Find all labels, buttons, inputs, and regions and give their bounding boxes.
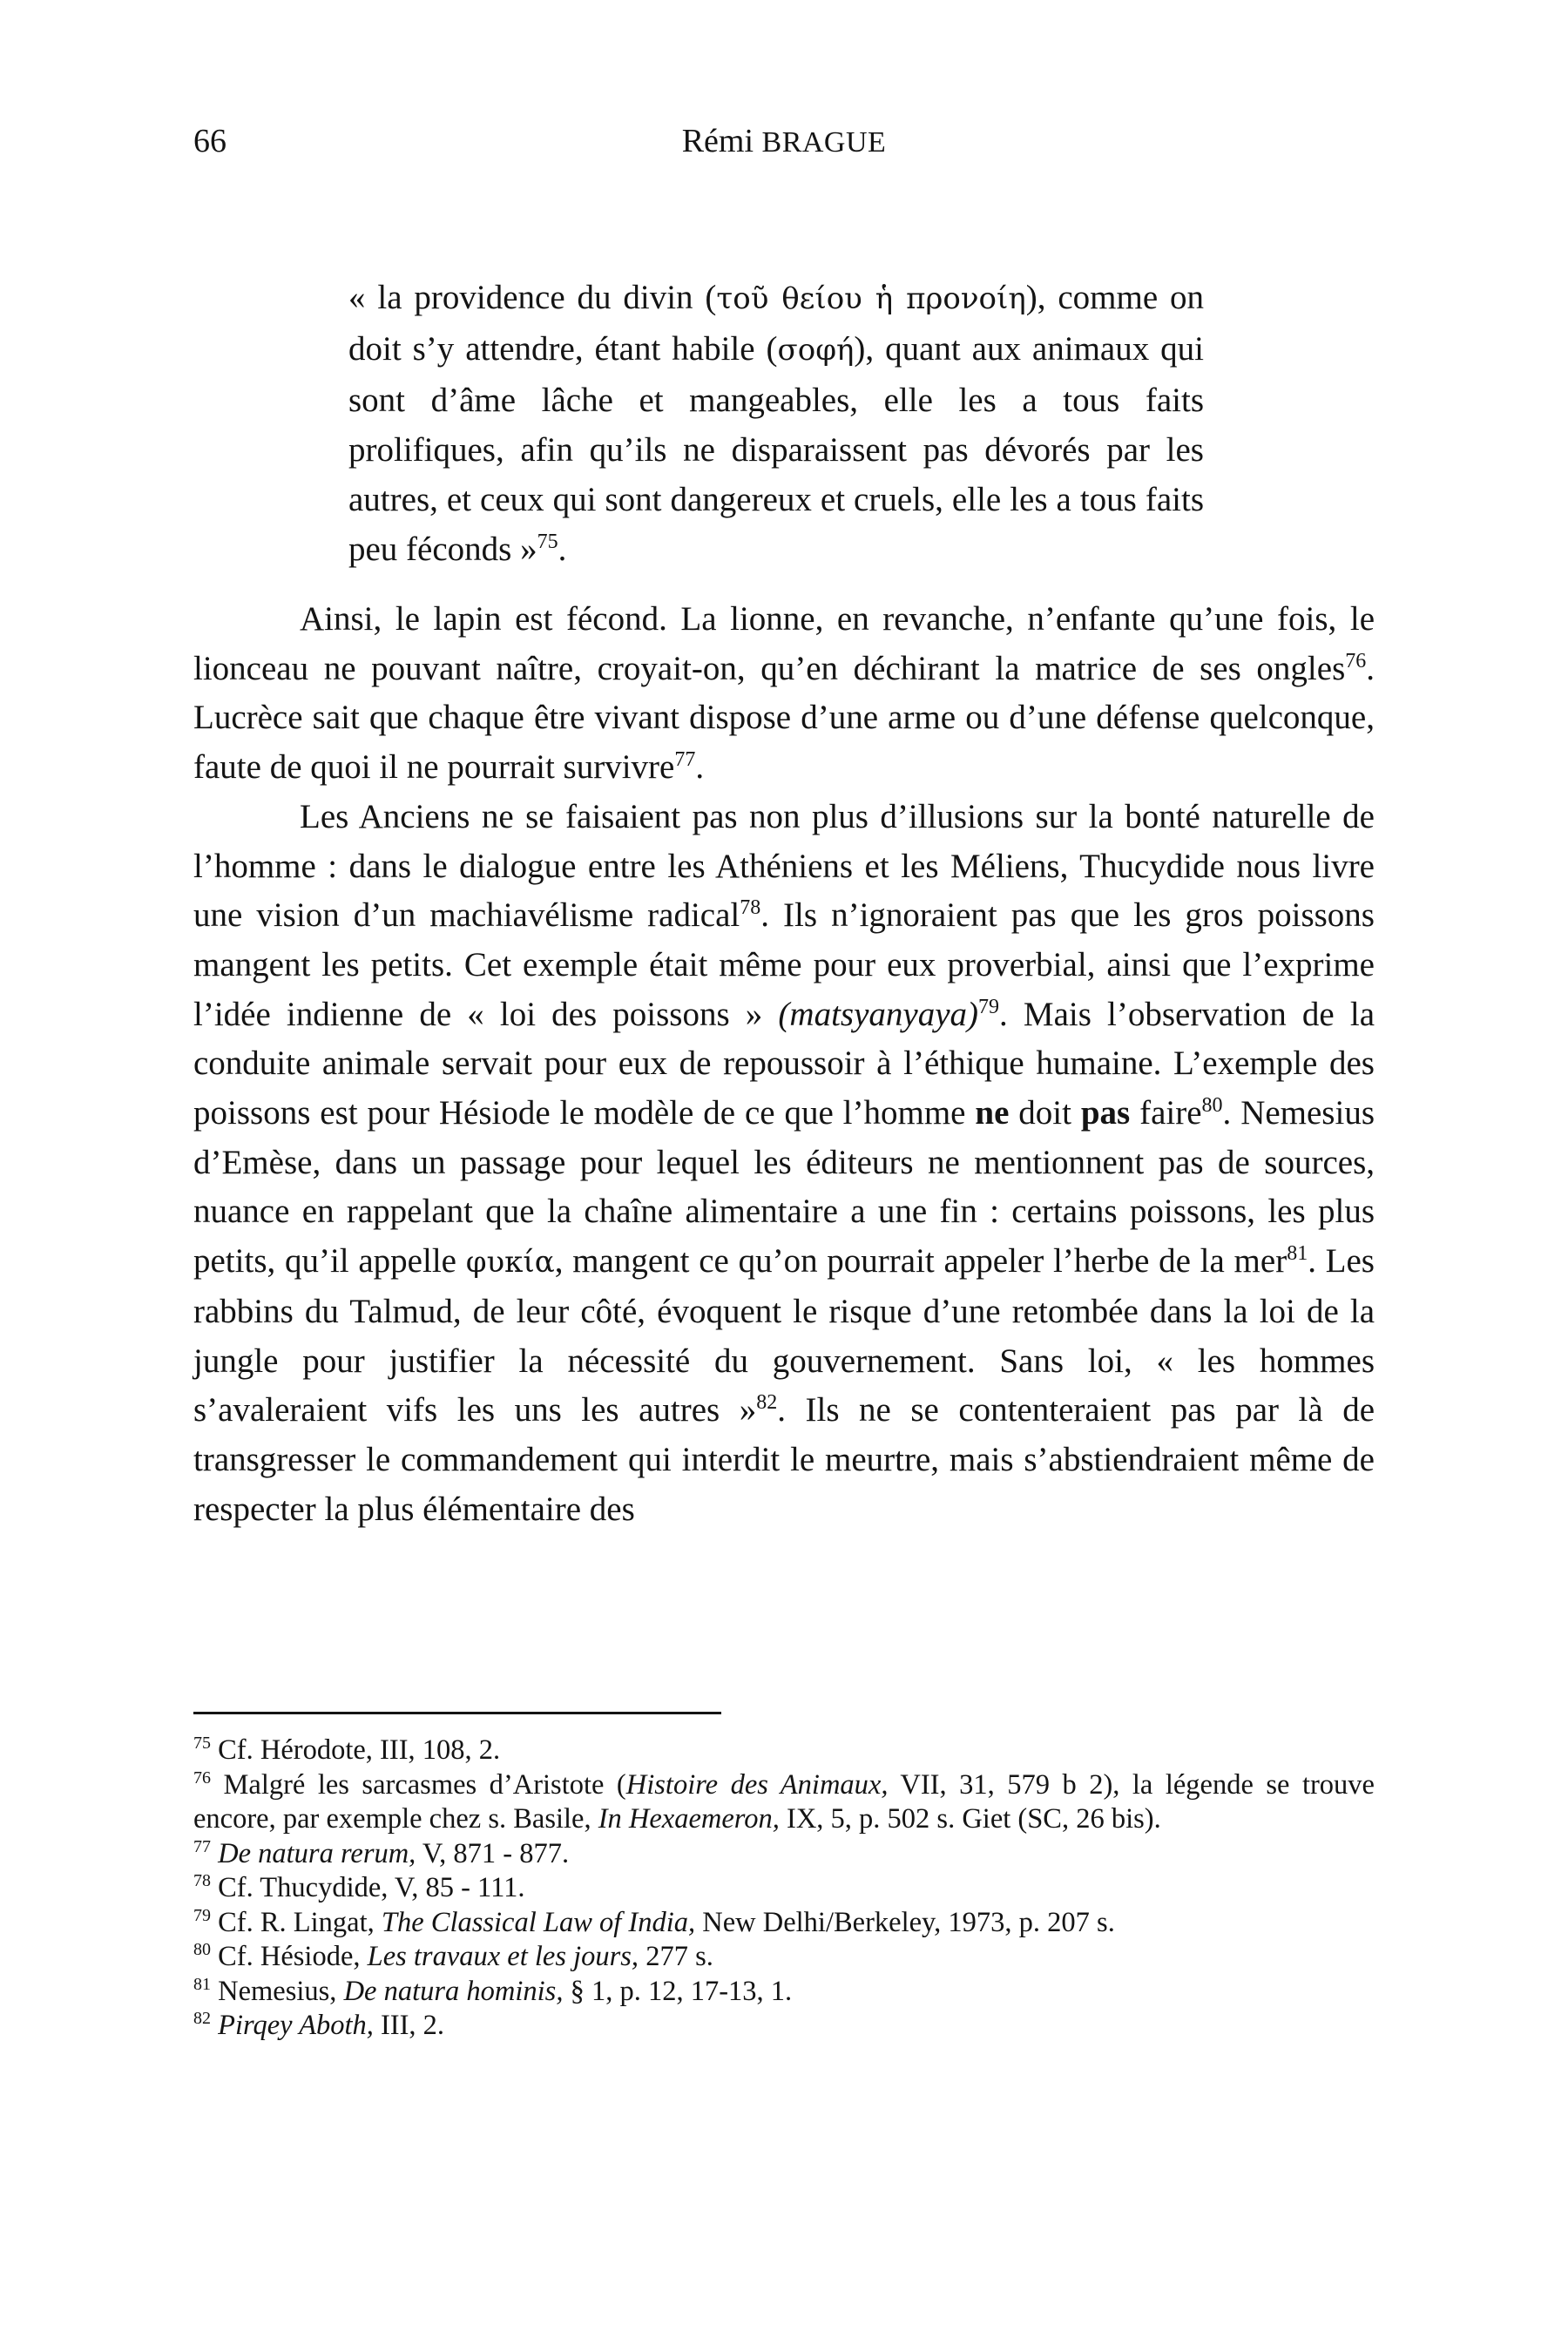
footnote-75: $^{75}$ Cf. Hérodote, III, 108, 2. (193, 1734, 501, 1766)
author-first-name: Rémi (681, 123, 762, 159)
footnote-77: $^{77}$ De natura rerum, V, 871 - 877. (193, 1836, 570, 1869)
quote-text: ), comme on doit s’y attendre, étant habile ( (348, 279, 1205, 368)
greek-word: σοφή (777, 333, 855, 368)
footnote-ref-82: 82 (756, 1391, 778, 1415)
running-title (193, 122, 1375, 160)
footnotes (193, 1734, 1375, 2044)
italic-term: (matsyanyaya) (778, 995, 979, 1033)
footnote-ref-80: 80 (1201, 1094, 1223, 1118)
footnote-80: $^{80}$ Cf. Hésiode, Les travaux et les jours, 277 s. (193, 1940, 713, 1972)
footnote-separator (193, 1712, 721, 1714)
footnote-ref-79: 79 (978, 995, 1000, 1018)
bold-word: pas (1080, 1094, 1131, 1132)
author-last-name: BRAGUE (761, 126, 887, 159)
block-quote (348, 273, 1204, 574)
paragraph-1: Ainsi, le lapin est fécond. La lionne, en revanche, n’enfante qu’une fois, le lionceau ne pouvant naître, croyait-on, qu’en déchirant la matrice de ses ongles$^{76}$. Lucrèce sait que chaque être vivant dispose d’une arme ou d’une défense quelconque, faute de quoi il ne pourrait survivre$^{77}$. (193, 600, 1375, 787)
page-number: 66 (193, 123, 226, 159)
footnote-ref-75: 75 (537, 531, 558, 553)
footnote-76: $^{76}$ Malgré les sarcasmes d’Aristote (Histoire des Animaux, VII, 31, 579 b 2), la légende se trouve encore, par exemple chez s. Basile, In Hexaemeron, IX, 5, p. 502 s. Giet (SC, 26 bis). (193, 1767, 1375, 1835)
quote-text: . (558, 531, 567, 568)
footnote-ref-77: 77 (674, 748, 696, 772)
greek-word: φυκία (465, 1245, 555, 1281)
paragraph-2: Les Anciens ne se faisaient pas non plus d’illusions sur la bonté naturelle de l’homme : dans le dialogue entre les Athéniens et les Méliens, Thucydide nous livre une vision d’un machiavélisme radical$^{78}$. Ils n’ignoraient pas que les gros poissons mangent les petits. Cet exemple était même pour eux proverbial, ainsi que l’exprime l’idée indienne de « loi des poissons » (matsyanyaya)$^{79}$. Mais l’observation de la conduite animale servait pour eux de repoussoir à l’éthique humaine. L’exemple des poissons est pour Hésiode le modèle de ce que l’homme ne doit pas faire$^{80}$. Nemesius d’Emèse, dans un passage pour lequel les éditeurs ne mentionnent pas de sources, nuance en rappelant que la chaîne alimentaire a une fin : certains poissons, les plus petits, qu’il appelle φυκία, mangent ce qu’on pourrait appeler l’herbe de la mer$^{81}$. Les rabbins du Talmud, de leur côté, évoquent le risque d’une retombée dans la loi de la jungle pour justifier la nécessité du gouvernement. Sans loi, « les hommes s’avaleraient vifs les uns les autres »$^{82}$. Ils ne se contenteraient pas par là de transgresser le commandement qui interdit le meurtre, mais s’abstiendraient même de respecter la plus élémentaire des (193, 797, 1375, 1528)
footnote-78: $^{78}$ Cf. Thucydide, V, 85 - 111. (193, 1871, 525, 1903)
footnote-79: $^{79}$ Cf. R. Lingat, The Classical Law of India, New Delhi/Berkeley, 1973, p. 207 s. (193, 1905, 1115, 1938)
footnote-ref-81: 81 (1287, 1242, 1308, 1266)
greek-phrase: τοῦ θείου ἡ προνοίη (716, 281, 1026, 316)
bold-word: ne (975, 1094, 1010, 1132)
quote-text: ), quant aux animaux qui sont d’âme lâche et mangeables, elle les a tous faits prolifiques, afin qu’ils ne disparaissent pas dévorés par les autres, et ceux qui sont dangereux et cruels, elle les a tous faits peu féconds » (348, 330, 1204, 568)
quote-text: « la providence du divin ( (348, 279, 717, 316)
footnote-ref-78: 78 (740, 896, 761, 920)
footnote-81: $^{81}$ Nemesius, De natura hominis, § 1, p. 12, 17-13, 1. (193, 1974, 793, 2007)
running-header (193, 122, 1375, 174)
footnote-82: $^{82}$ Pirqey Aboth, III, 2. (193, 2009, 445, 2041)
body-text (193, 595, 1375, 1534)
footnote-ref-76: 76 (1345, 649, 1367, 672)
